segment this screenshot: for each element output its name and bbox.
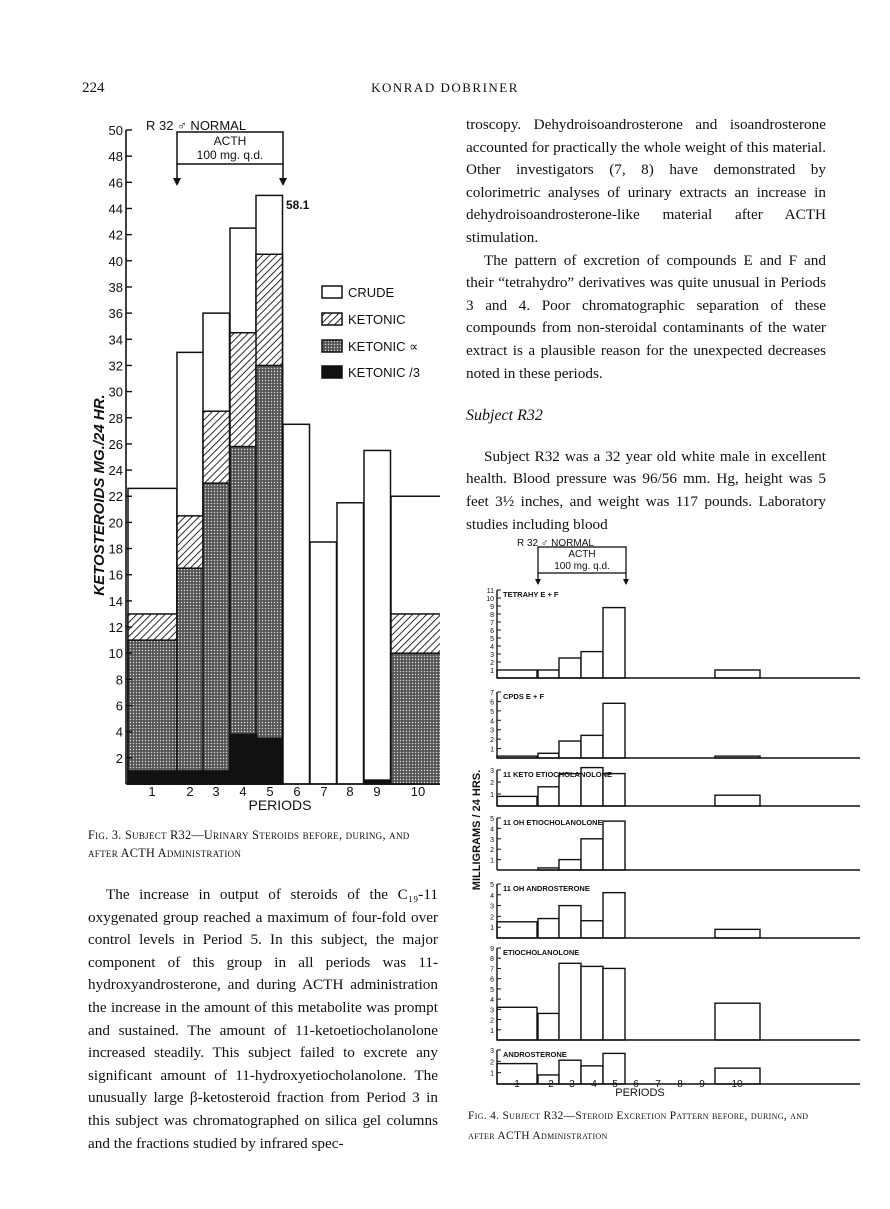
paragraph: The pattern of excretion of compounds E and F and their “tetrahydro” derivatives was quite unusual in Periods 3 and 4. Poor chromatographic separation of these compounds from non-steroidal contaminants of the water extract is a plausible reason for the unexpected decreases noted in these periods. [466,251,826,382]
bar-crude-period-8 [337,503,364,784]
section-heading: Subject R32 [466,407,543,425]
y-tick-label: 4 [490,826,494,834]
y-tick-label: 1 [490,668,494,675]
bar-ketonic--period-1 [128,640,177,784]
bar-crude-period-9 [364,450,391,784]
x-tick-label: 1 [148,784,156,799]
legend-label-ketonic: KETONIC [348,312,406,327]
y-tick-label: 4 [490,718,494,726]
y-tick-label: 2 [115,750,123,766]
x-tick-label: 5 [612,1079,618,1090]
legend-label-ketonic-beta: KETONIC /3 [348,365,421,380]
bar-crude-period-7 [310,542,337,784]
fig4-acth-label: ACTH [568,549,596,560]
y-tick-label: 34 [108,332,123,348]
panel-6-bar-period-4 [581,966,603,1040]
x-tick-label: 9 [373,784,381,799]
bar-ketonic--period-4 [230,447,257,784]
x-tick-label: 7 [655,1079,661,1090]
fig3-dose-label: 100 mg. q.d. [196,148,264,162]
y-tick-label: 1 [490,1070,494,1078]
y-tick-label: 4 [490,997,494,1005]
x-tick-label: 4 [239,784,247,799]
y-tick-label: 6 [490,628,494,635]
y-tick-label: 11 [486,588,494,595]
bar-crude-period-6 [283,424,310,784]
y-tick-label: 28 [108,410,123,426]
y-tick-label: 32 [108,358,123,374]
panel-1-bar-period-10 [715,670,760,678]
y-tick-label: 10 [108,646,123,662]
legend-label-crude: CRUDE [348,285,395,300]
figure-4-caption: Fig. 4. Subject R32—Steroid Excretion Pattern before, during, and after ACTH Administration [468,1110,809,1142]
y-tick-label: 3 [490,727,494,735]
y-tick-label: 7 [490,620,494,627]
panel-1-bar-period-4 [581,652,603,678]
y-tick-label: 8 [115,672,123,688]
fig4-panel-4 [490,816,860,870]
panel-label: TETRAHY E + F [503,590,559,599]
y-tick-label: 44 [108,201,123,217]
y-tick-label: 20 [108,515,123,531]
bar-ketonic--period-3 [203,771,230,784]
y-tick-label: 2 [490,914,494,922]
fig4-panel-5 [490,882,860,938]
panel-label: 11 KETO ETIOCHOLANOLONE [503,770,613,779]
y-tick-label: 18 [108,541,123,557]
y-tick-label: 38 [108,279,123,295]
y-tick-label: 26 [108,436,123,452]
panel-5-bar-period-1 [497,922,537,938]
fig3-subject-label: R 32 ♂ NORMAL [146,118,247,133]
fig3-x-axis-label: PERIODS [248,797,312,813]
y-tick-label: 8 [490,956,494,964]
y-tick-label: 30 [108,384,123,400]
y-tick-label: 2 [490,737,494,745]
y-tick-label: 3 [490,903,494,911]
y-tick-label: 2 [490,660,494,667]
panel-label: 11 OH ANDROSTERONE [503,884,590,893]
legend-swatch-ketonic-beta [322,366,342,378]
panel-1-bar-period-3 [559,658,581,678]
panel-label: 11 OH ETIOCHOLANOLONE [503,818,603,827]
y-tick-label: 3 [490,1048,494,1055]
bar-ketonic--period-10 [391,653,440,784]
y-tick-label: 9 [490,604,494,611]
bar-ketonic--period-4 [230,734,257,784]
fig3-acth-label: ACTH [213,134,247,148]
y-tick-label: 4 [490,644,494,651]
x-tick-label: 9 [699,1079,705,1090]
fig4-panel-1 [486,588,860,678]
fig4-panel-7 [490,1048,860,1084]
x-tick-label: 1 [514,1079,520,1090]
fig4-subject-label: R 32 ♂ NORMAL [517,538,594,549]
y-tick-label: 5 [490,636,494,643]
y-tick-label: 1 [490,1027,494,1035]
bar-ketonic--period-1 [128,771,177,784]
y-tick-label: 7 [490,966,494,974]
panel-4-bar-period-4 [581,839,603,870]
y-tick-label: 24 [108,463,123,479]
y-tick-label: 3 [490,1007,494,1015]
left-column-text [88,884,438,1155]
x-tick-label: 8 [346,784,354,799]
panel-3-bar-period-1 [497,796,537,806]
paragraph: The increase in output of steroids of the C₁₉-11 oxygenated group reached a maximum of four-fold over control levels in Period 5. In this subject, the major component of this group in all periods was 11-hydroxyandrosterone, and during ACTH administration the increase in the amount of this metabolite was prompt and sustained. The amount of 11-ketoetiocholanolone increased steadily. This subject failed to excrete any significant amount of 11-hydroxyetiocholanolone. The unusually large β-ketosteroid fraction from Period 3 in this subject was chromatographed on silica gel columns and the fractions studied by infrared spec- [88,886,438,1152]
y-tick-label: 6 [490,976,494,984]
x-tick-label: 3 [212,784,220,799]
panel-6-bar-period-10 [715,1003,760,1040]
y-tick-label: 4 [490,892,494,900]
fig4-y-axis-label: MILLIGRAMS / 24 HRS. [471,769,483,891]
panel-6-bar-period-2 [538,1013,559,1040]
x-tick-label: 10 [410,784,426,799]
bar-ketonic--period-5 [256,738,283,784]
y-tick-label: 6 [490,699,494,707]
fig4-panel-3 [490,768,860,806]
bar-ketonic--period-5 [256,365,283,784]
y-tick-label: 3 [490,652,494,659]
panel-4-bar-period-5 [603,821,625,870]
figure-3-chart [0,100,440,830]
panel-4-bar-period-3 [559,860,581,870]
panel-5-bar-period-10 [715,929,760,938]
x-tick-label: 2 [186,784,194,799]
figure-3-caption: Fig. 3. Subject R32—Urinary Steroids before, during, and after ACTH Administration [88,828,410,860]
bar-ketonic--period-2 [177,568,204,784]
running-title: KONRAD DOBRINER [371,80,519,95]
fig4-panel-6 [490,946,860,1040]
x-tick-label: 5 [266,784,274,799]
x-tick-label: 2 [548,1079,554,1090]
panel-2-bar-period-4 [581,735,603,758]
legend-label-ketonic-alpha: KETONIC ∝ [348,339,419,354]
y-tick-label: 1 [490,792,494,799]
y-tick-label: 40 [108,253,123,269]
panel-1-bar-period-2 [538,670,559,678]
panel-2-bar-period-5 [603,703,625,758]
y-tick-label: 1 [490,857,494,865]
panel-5-bar-period-4 [581,921,603,938]
y-tick-label: 1 [490,925,494,933]
panel-2-bar-period-2 [538,753,559,758]
y-tick-label: 7 [490,690,494,697]
y-tick-label: 48 [108,149,123,165]
bar-ketonic--period-2 [177,771,204,784]
y-tick-label: 2 [490,1017,494,1025]
fig3-legend [322,285,420,380]
panel-6-bar-period-1 [497,1007,537,1040]
y-tick-label: 5 [490,882,494,889]
y-tick-label: 2 [490,780,494,787]
y-tick-label: 5 [490,986,494,994]
y-tick-label: 4 [115,724,123,740]
panel-label: ETIOCHOLANOLONE [503,948,580,957]
fig3-peak-label: 58.1 [286,198,310,212]
y-tick-label: 2 [490,1059,494,1067]
x-tick-label: 10 [731,1079,743,1090]
panel-5-bar-period-2 [538,919,559,938]
y-tick-label: 3 [490,768,494,775]
panel-6-bar-period-5 [603,968,625,1040]
panel-1-bar-period-1 [497,670,537,678]
y-tick-label: 12 [108,620,123,636]
y-tick-label: 9 [490,946,494,953]
fig3-y-axis-label: KETOSTEROIDS MG./24 HR. [91,394,108,596]
bar-ketonic--period-3 [203,483,230,784]
right-column-text [466,114,826,536]
panel-2-bar-period-3 [559,741,581,758]
y-tick-label: 3 [490,836,494,844]
panel-label: ANDROSTERONE [503,1050,567,1059]
y-tick-label: 10 [486,596,494,603]
y-tick-label: 50 [108,123,123,138]
fig4-panel-2 [490,690,860,758]
y-tick-label: 2 [490,847,494,855]
y-tick-label: 46 [108,175,123,191]
x-tick-label: 3 [569,1079,575,1090]
y-tick-label: 22 [108,489,123,505]
x-tick-label: 7 [320,784,328,799]
x-tick-label: 8 [677,1079,683,1090]
page-number: 224 [82,80,105,96]
x-tick-label: 4 [591,1079,597,1090]
y-tick-label: 5 [490,816,494,823]
y-tick-label: 14 [108,593,123,609]
figure-4-chart [455,530,875,1100]
x-tick-label: 6 [633,1079,639,1090]
y-tick-label: 36 [108,306,123,322]
legend-swatch-ketonic [322,313,342,325]
y-tick-label: 8 [490,612,494,619]
x-tick-label: 6 [293,784,301,799]
panel-1-bar-period-5 [603,608,625,678]
panel-3-bar-period-2 [538,787,559,806]
fig4-x-axis-label: PERIODS [615,1087,665,1099]
y-tick-label: 16 [108,567,123,583]
y-tick-label: 5 [490,708,494,716]
y-tick-label: 6 [115,698,123,714]
paragraph: Subject R32 was a 32 year old white male in excellent health. Blood pressure was 96/56 mm. Hg, height was 5 feet 3½ inches, and weight was 117 pounds. Laboratory studies including blood [466,447,826,533]
paragraph: troscopy. Dehydroisoandrosterone and isoandrosterone accounted for practically the whole weight of this material. Other investigators (7, 8) have demonstrated by colorimetric analyses of urinary extracts an increase in dehydroisoandrosterone-like material after ACTH stimulation. [466,116,826,246]
panel-5-bar-period-3 [559,906,581,938]
panel-6-bar-period-3 [559,963,581,1040]
legend-swatch-ketonic-alpha [322,340,342,352]
y-tick-label: 1 [490,746,494,754]
y-tick-label: 42 [108,227,123,243]
panel-label: CPDS E + F [503,692,545,701]
legend-swatch-crude [322,286,342,298]
panel-3-bar-period-10 [715,795,760,806]
panel-5-bar-period-5 [603,893,625,938]
fig4-dose-label: 100 mg. q.d. [554,561,610,572]
